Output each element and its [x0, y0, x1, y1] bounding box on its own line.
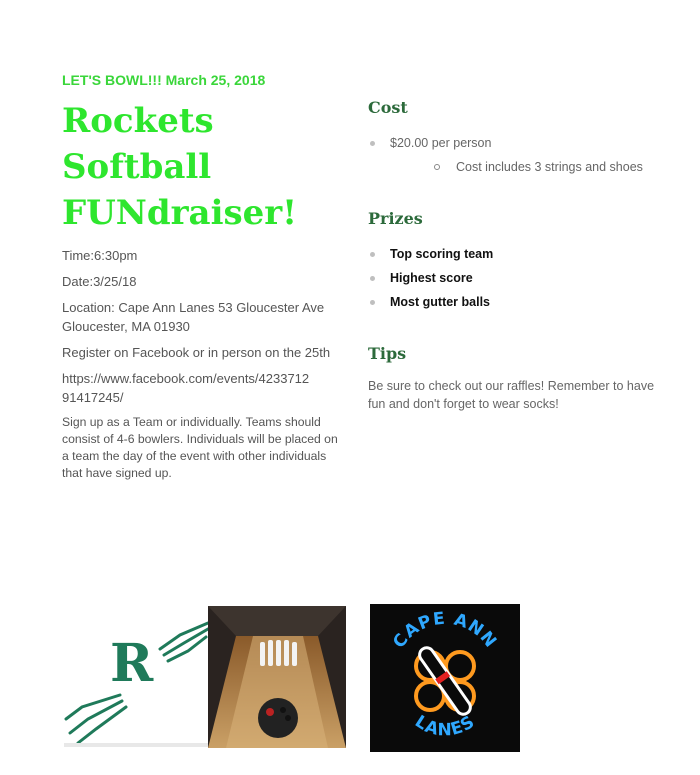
cape-ann-lanes-logo [370, 604, 520, 752]
prizes-list [368, 242, 658, 314]
cost-heading: Cost [368, 98, 408, 117]
details-sidebar [368, 98, 658, 426]
lanes-text: LANES [411, 711, 479, 741]
facebook-event-link[interactable]: https://www.facebook.com/events/4233712 91417245/ [62, 371, 310, 405]
bowling-alley-photo [208, 606, 346, 748]
title-line: Softball [62, 147, 212, 187]
prize-item: Top scoring team [368, 242, 658, 266]
prize-item: Most gutter balls [368, 290, 658, 314]
rockets-logo-graphic [60, 615, 210, 750]
signup-note: Sign up as a Team or individually. Teams should consist of 4-6 bowlers. Individuals will be placed on a team the day of the event with other individuals that have signed up. [62, 415, 338, 480]
event-title [62, 98, 347, 236]
rockets-logo [60, 615, 210, 750]
cost-list [368, 131, 658, 179]
title-line: FUNdraiser! [62, 193, 298, 233]
prize-item: Highest score [368, 266, 658, 290]
event-location: Location: Cape Ann Lanes 53 Gloucester Ave Gloucester, MA 01930 [62, 300, 325, 334]
cape-ann-text: CAPE ANN [389, 608, 501, 653]
event-date: Date:3/25/18 [62, 274, 137, 289]
title-line: Rockets [62, 101, 214, 141]
cost-price: $20.00 per person [368, 131, 658, 155]
tips-heading: Tips [368, 344, 407, 363]
prizes-heading: Prizes [368, 209, 423, 228]
event-tagline: LET'S BOWL!!! March 25, 2018 [62, 72, 266, 88]
rockets-logo-letter: R [110, 633, 154, 694]
register-note: Register on Facebook or in person on the 25th [62, 345, 331, 360]
event-time: Time:6:30pm [62, 248, 138, 263]
event-details-column [62, 72, 347, 489]
cost-includes: Cost includes 3 strings and shoes [368, 155, 658, 179]
tips-text: Be sure to check out our raffles! Remember to have fun and don't forget to wear socks! [368, 379, 655, 411]
